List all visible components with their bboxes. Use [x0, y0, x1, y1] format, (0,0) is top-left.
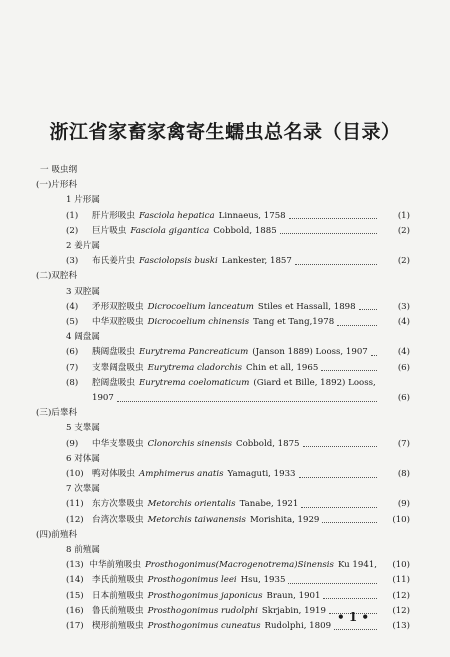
entry-page: (9): [397, 499, 410, 510]
entry-author: Lankester, 1857: [221, 256, 292, 267]
entry-scientific-name: Prosthogonimus rudolphi: [147, 605, 258, 616]
toc-entry: [66, 437, 410, 452]
entry-index: (5): [66, 317, 79, 327]
entry-author: Cobbold, 1875: [236, 438, 300, 449]
entry-scientific-name: Fasciola gigantica: [130, 225, 210, 236]
entry-index: (8): [66, 377, 79, 388]
section-label: 7 次睾属: [66, 484, 100, 495]
toc-entry: [66, 376, 410, 391]
entry-scientific-name: Prosthogonimus cuneatus: [147, 621, 261, 631]
toc-entry: [66, 467, 410, 482]
toc-entry: [66, 315, 410, 330]
dot-leader: [371, 346, 377, 356]
entry-page: (7): [397, 438, 410, 449]
entry-scientific-name: Eurytrema coelomaticum: [138, 377, 250, 388]
dot-leader: [359, 300, 377, 310]
section-label: 一 吸虫纲: [40, 165, 78, 175]
entry-scientific-name: Clonorchis sinensis: [147, 438, 233, 449]
dot-leader: [295, 255, 377, 265]
toc-entry: [66, 558, 410, 573]
dot-leader: [289, 209, 377, 219]
section-label: 1 片形属: [66, 195, 100, 206]
dot-leader: [299, 468, 377, 478]
genus-heading: [66, 421, 100, 436]
toc-entry: [66, 224, 410, 239]
dot-leader: [288, 574, 377, 584]
toc-entry-continuation: [92, 391, 410, 406]
entry-scientific-name: Metorchis orientalis: [147, 499, 236, 510]
entry-author: Ku 1941,: [337, 560, 378, 571]
entry-page: (10): [392, 514, 410, 525]
genus-heading: [66, 452, 100, 467]
entry-chinese-name: 腔阔盘吸虫: [92, 377, 135, 388]
entry-page: (3): [397, 301, 410, 312]
genus-heading: [66, 193, 100, 208]
section-label: 5 支睾属: [66, 423, 100, 434]
entry-scientific-name: Dicrocoelium chinensis: [147, 317, 250, 327]
genus-heading: [66, 330, 100, 345]
entry-author: (Janson 1889) Looss, 1907: [252, 347, 368, 358]
entry-author: Chin et all, 1965: [245, 362, 319, 373]
entry-scientific-name: Metorchis taiwanensis: [147, 514, 246, 525]
entry-page: (6): [397, 362, 410, 373]
genus-heading: [66, 239, 100, 254]
entry-page: (2): [397, 225, 410, 236]
entry-author: 1907: [92, 393, 114, 403]
entry-index: (10): [66, 469, 84, 479]
entry-page: (6): [397, 393, 410, 403]
section-label: (三)后睾科: [36, 408, 78, 419]
page-title: 浙江省家畜家禽寄生蠕虫总名录（目录）: [49, 121, 401, 143]
class-heading: [40, 163, 77, 178]
entry-index: (1): [66, 210, 79, 221]
dot-leader: [322, 513, 377, 523]
toc-entry: [66, 209, 410, 224]
entry-scientific-name: Prosthogonimus japonicus: [147, 590, 263, 601]
dot-leader: [303, 437, 377, 447]
entry-page: (12): [392, 605, 410, 616]
entry-scientific-name: Prosthogonimus(Macrogenotrema)Sinensis: [144, 560, 334, 571]
entry-author: Yamaguti, 1933: [227, 469, 296, 479]
entry-index: (9): [66, 438, 79, 449]
entry-index: (14): [66, 575, 84, 586]
dot-leader: [301, 498, 377, 508]
page-number: • 1 •: [337, 610, 370, 624]
entry-index: (16): [66, 605, 84, 616]
entry-author: Linnaeus, 1758: [218, 210, 286, 221]
entry-scientific-name: Fasciola hepatica: [138, 210, 215, 221]
entry-chinese-name: 支睾阔盘吸虫: [92, 362, 144, 373]
entry-chinese-name: 鲁氏前殖吸虫: [92, 605, 144, 616]
dot-leader: [321, 361, 377, 371]
entry-chinese-name: 布氏姜片虫: [92, 256, 135, 267]
toc-entry: [66, 589, 410, 604]
entry-page: (1): [397, 210, 410, 221]
section-label: 3 双腔属: [66, 286, 100, 297]
entry-chinese-name: 台湾次睾吸虫: [92, 514, 144, 525]
entry-chinese-name: 日本前殖吸虫: [92, 590, 144, 601]
section-label: 2 姜片属: [66, 241, 100, 251]
family-heading: [36, 269, 77, 284]
entry-chinese-name: 中华支睾吸虫: [92, 438, 144, 449]
dot-leader: [323, 589, 377, 599]
family-heading: [36, 406, 77, 421]
entry-chinese-name: 楔形前殖吸虫: [92, 621, 144, 631]
entry-page: (4): [397, 347, 410, 358]
entry-chinese-name: 鸭对体吸虫: [92, 469, 135, 479]
entry-author: Tanabe, 1921: [239, 499, 299, 510]
entry-author: Hsu, 1935: [240, 575, 286, 586]
entry-chinese-name: 巨片吸虫: [92, 225, 127, 236]
entry-author: Cobbold, 1885: [213, 225, 277, 236]
entry-scientific-name: Eurytrema cladorchis: [147, 362, 242, 373]
entry-author: Rudolphi, 1809: [264, 621, 332, 631]
section-label: 8 前殖属: [66, 545, 100, 555]
section-label: 4 阔盘属: [66, 332, 100, 343]
section-label: (一)片形科: [36, 180, 78, 191]
entry-scientific-name: Dicrocoelium lanceatum: [147, 301, 254, 312]
family-heading: [36, 178, 77, 193]
genus-heading: [66, 543, 100, 558]
entry-author: Morishita, 1929: [249, 514, 320, 525]
entry-page: (8): [397, 469, 410, 479]
entry-index: (11): [66, 499, 84, 510]
genus-heading: [66, 285, 100, 300]
toc-entry: [66, 573, 410, 588]
entry-author: Stiles et Hassall, 1898: [257, 301, 356, 312]
section-label: (二)双腔科: [36, 271, 78, 282]
entry-author: Braun, 1901: [266, 590, 321, 601]
entry-chinese-name: 李氏前殖吸虫: [92, 575, 144, 586]
toc-entry: [66, 361, 410, 376]
entry-index: (3): [66, 256, 79, 267]
section-label: 6 对体属: [66, 453, 100, 464]
entry-index: (4): [66, 301, 79, 312]
entry-scientific-name: Fasciolopsis buski: [138, 256, 218, 267]
toc-entry: [66, 513, 410, 528]
entry-page: (12): [392, 590, 410, 601]
entry-scientific-name: Amphimerus anatis: [138, 469, 224, 479]
entry-chinese-name: 中华双腔吸虫: [92, 317, 144, 327]
entry-index: (6): [66, 347, 79, 358]
entry-index: (13): [66, 560, 84, 571]
dot-leader: [117, 392, 377, 402]
entry-page: (2): [397, 256, 410, 267]
entry-index: (15): [66, 590, 84, 601]
toc-entry: [66, 345, 410, 360]
entry-index: (7): [66, 362, 79, 373]
section-label: (四)前殖科: [36, 529, 78, 540]
entry-chinese-name: 中华前殖吸虫: [89, 560, 141, 571]
entry-author: Tang et Tang,1978: [253, 317, 335, 327]
entry-page: (11): [392, 575, 410, 586]
entry-scientific-name: Eurytrema Pancreaticum: [138, 347, 249, 358]
toc-entry: [66, 497, 410, 512]
entry-chinese-name: 东方次睾吸虫: [92, 499, 144, 510]
entry-author: (Giard et Bille, 1892) Looss,: [253, 377, 376, 388]
dot-leader: [337, 316, 377, 326]
entry-index: (2): [66, 225, 79, 236]
entry-page: (10): [392, 560, 410, 571]
entry-chinese-name: 肝片形吸虫: [92, 210, 135, 221]
dot-leader: [280, 224, 377, 234]
toc-entry: [66, 300, 410, 315]
entry-chinese-name: 矛形双腔吸虫: [92, 301, 144, 312]
entry-page: (4): [397, 317, 410, 327]
family-heading: [36, 528, 77, 543]
entry-index: (17): [66, 621, 84, 631]
genus-heading: [66, 482, 100, 497]
entry-chinese-name: 胰阔盘吸虫: [92, 347, 135, 358]
entry-index: (12): [66, 514, 84, 525]
entry-page: (13): [392, 621, 410, 631]
toc-entry: [66, 254, 410, 269]
entry-scientific-name: Prosthogonimus leei: [147, 575, 237, 586]
entry-author: Skrjabin, 1919: [261, 605, 326, 616]
